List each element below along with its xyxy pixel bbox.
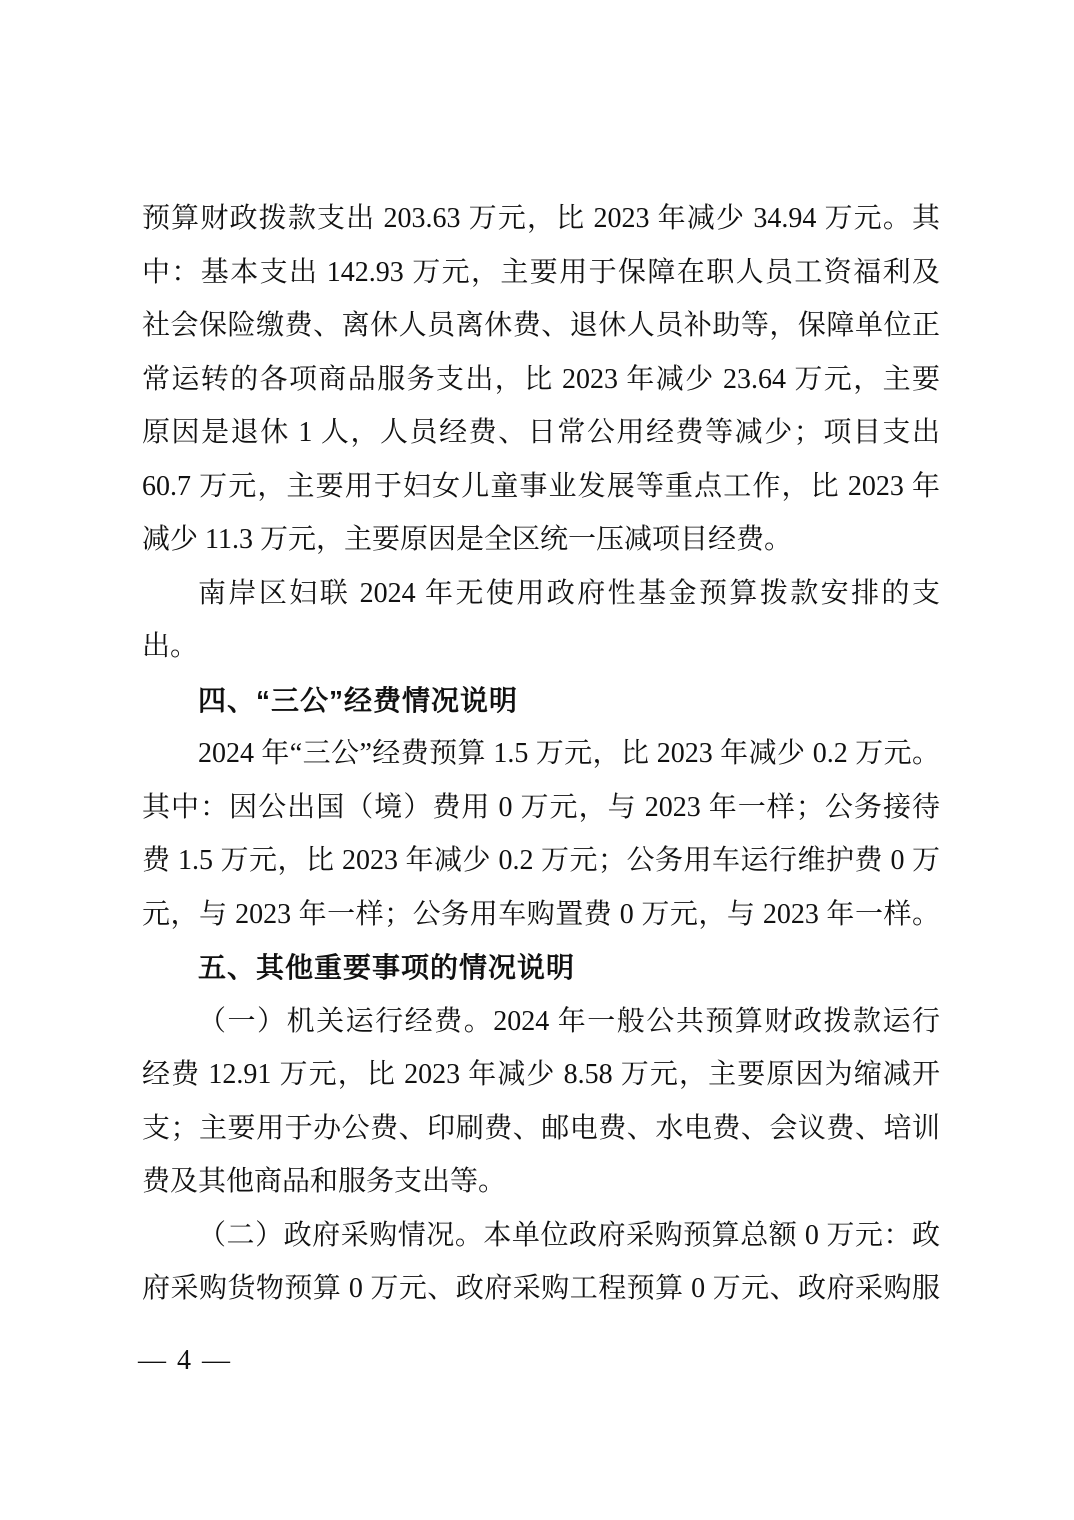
text-line: 减少 11.3 万元，主要原因是全区统一压减项目经费。 (142, 524, 792, 555)
text-line: 南岸区妇联 2024 年无使用政府性基金预算拨款安排的支 (198, 577, 940, 609)
text-line: 中：基本支出 142.93 万元，主要用于保障在职人员工资福利及 (142, 256, 940, 288)
text-line: 费及其他商品和服务支出等。 (142, 1166, 507, 1197)
text-line: 常运转的各项商品服务支出，比 2023 年减少 23.64 万元，主要 (142, 363, 940, 395)
text-line: 府采购货物预算 0 万元、政府采购工程预算 0 万元、政府采购服 (142, 1273, 940, 1304)
text-line: （二）政府采购情况。本单位政府采购预算总额 0 万元：政 (198, 1219, 940, 1251)
text-line: 元，与 2023 年一样；公务用车购置费 0 万元，与 2023 年一样。 (142, 898, 940, 930)
text-line: （一）机关运行经费。2024 年一般公共预算财政拨款运行 (198, 1005, 940, 1037)
text-block (142, 192, 940, 1316)
text-line: 2024 年“三公”经费预算 1.5 万元，比 2023 年减少 0.2 万元。 (198, 738, 940, 769)
text-line: 出。 (142, 631, 199, 662)
section-heading: 四、“三公”经费情况说明 (198, 684, 519, 716)
text-line: 费 1.5 万元，比 2023 年减少 0.2 万元；公务用车运行维护费 0 万 (142, 845, 940, 876)
section-heading: 五、其他重要事项的情况说明 (198, 952, 576, 983)
text-line: 其中：因公出国（境）费用 0 万元，与 2023 年一样；公务接待 (142, 791, 940, 823)
page-number: — 4 — (138, 1345, 232, 1376)
text-line: 支；主要用于办公费、印刷费、邮电费、水电费、会议费、培训 (142, 1112, 940, 1144)
text-line: 预算财政拨款支出 203.63 万元，比 2023 年减少 34.94 万元。其 (142, 203, 940, 234)
text-line: 经费 12.91 万元，比 2023 年减少 8.58 万元，主要原因为缩减开 (142, 1059, 940, 1090)
text-line: 60.7 万元，主要用于妇女儿童事业发展等重点工作，比 2023 年 (142, 470, 940, 502)
text-line: 社会保险缴费、离休人员离休费、退休人员补助等，保障单位正 (142, 310, 940, 341)
text-line: 原因是退休 1 人，人员经费、日常公用经费等减少；项目支出 (142, 417, 940, 448)
